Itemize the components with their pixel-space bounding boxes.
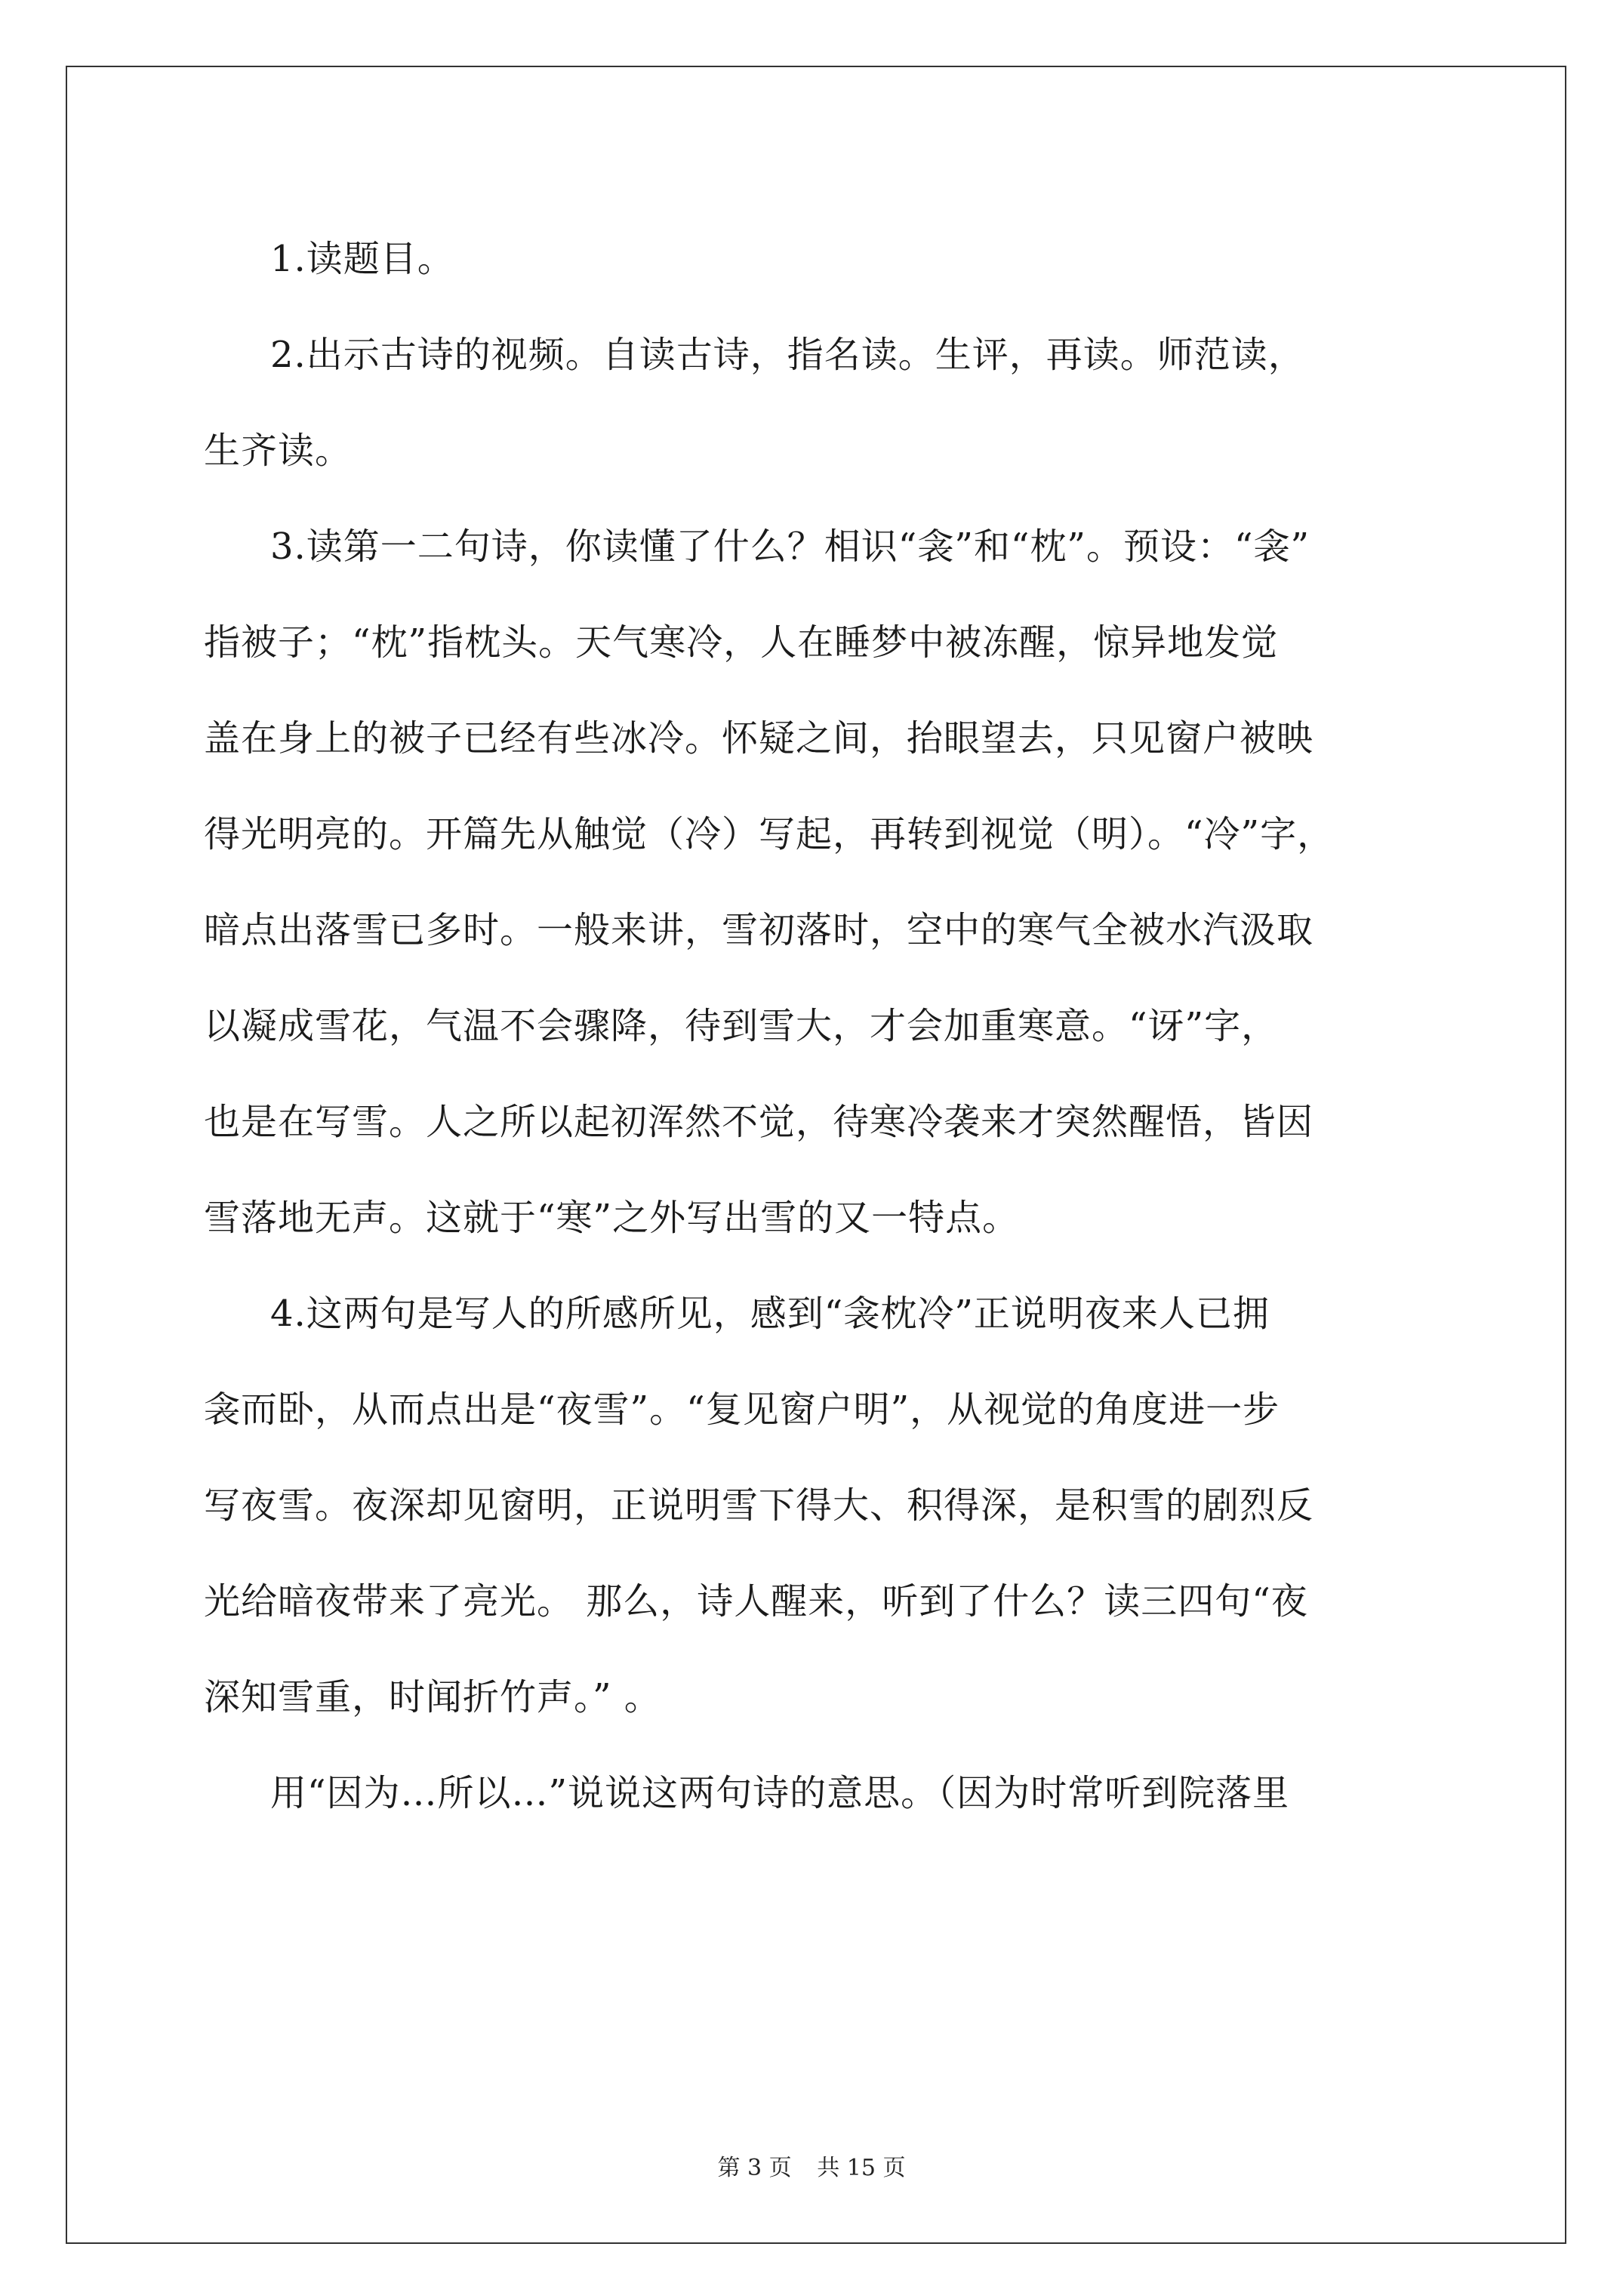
text-line: 3.读第一二句诗，你读懂了什么？相识“衾”和“枕”。预设：“衾” — [270, 525, 1310, 568]
paragraph-2 — [204, 307, 1442, 499]
text-line: 以凝成雪花，气温不会骤降，待到雪大，才会加重寒意。“讶”字， — [204, 1005, 1279, 1047]
text-line: 深知雪重，时闻折竹声。” 。 — [204, 1676, 661, 1718]
text-line: 盖在身上的被子已经有些冰冷。怀疑之间，抬眼望去，只见窗户被映 — [204, 717, 1314, 760]
text-line: 也是在写雪。人之所以起初浑然不觉，待寒冷袭来才突然醒悟，皆因 — [204, 1101, 1314, 1143]
paragraph-3 — [204, 499, 1442, 1266]
text-line: 写夜雪。夜深却见窗明，正说明雪下得大、积得深，是积雪的剧烈反 — [204, 1484, 1314, 1527]
text-line: 2.出示古诗的视频。自读古诗，指名读。生评，再读。师范读， — [270, 334, 1305, 376]
page-total: 共 15 页 — [817, 2155, 906, 2181]
text-line: 指被子；“枕”指枕头。天气寒冷，人在睡梦中被冻醒，惊异地发觉 — [204, 621, 1279, 664]
text-line: 生齐读。 — [204, 430, 353, 472]
paragraph-5 — [204, 1746, 1442, 1841]
page-number: 第 3 页 — [717, 2155, 792, 2181]
page-footer — [0, 2149, 1623, 2182]
text-line: 暗点出落雪已多时。一般来讲，雪初落时，空中的寒气全被水汽汲取 — [204, 909, 1314, 951]
text-line: 4.这两句是写人的所感所见，感到“衾枕冷”正说明夜来人已拥 — [270, 1293, 1270, 1335]
text-line: 1.读题目。 — [270, 238, 454, 280]
text-line: 雪落地无声。这就于“寒”之外写出雪的又一特点。 — [204, 1197, 1020, 1239]
text-line: 得光明亮的。开篇先从触觉（冷）写起，再转到视觉（明）。“冷”字， — [204, 813, 1335, 855]
paragraph-4 — [204, 1266, 1442, 1746]
document-body — [204, 211, 1442, 1841]
text-line: 用“因为…所以…”说说这两句诗的意思。（因为时常听到院落里 — [270, 1772, 1290, 1814]
paragraph-1 — [204, 211, 1442, 307]
text-line: 光给暗夜带来了亮光。 那么，诗人醒来，听到了什么？读三四句“夜 — [204, 1580, 1308, 1623]
text-line: 衾而卧，从而点出是“夜雪”。“复见窗户明”，从视觉的角度进一步 — [204, 1388, 1280, 1431]
